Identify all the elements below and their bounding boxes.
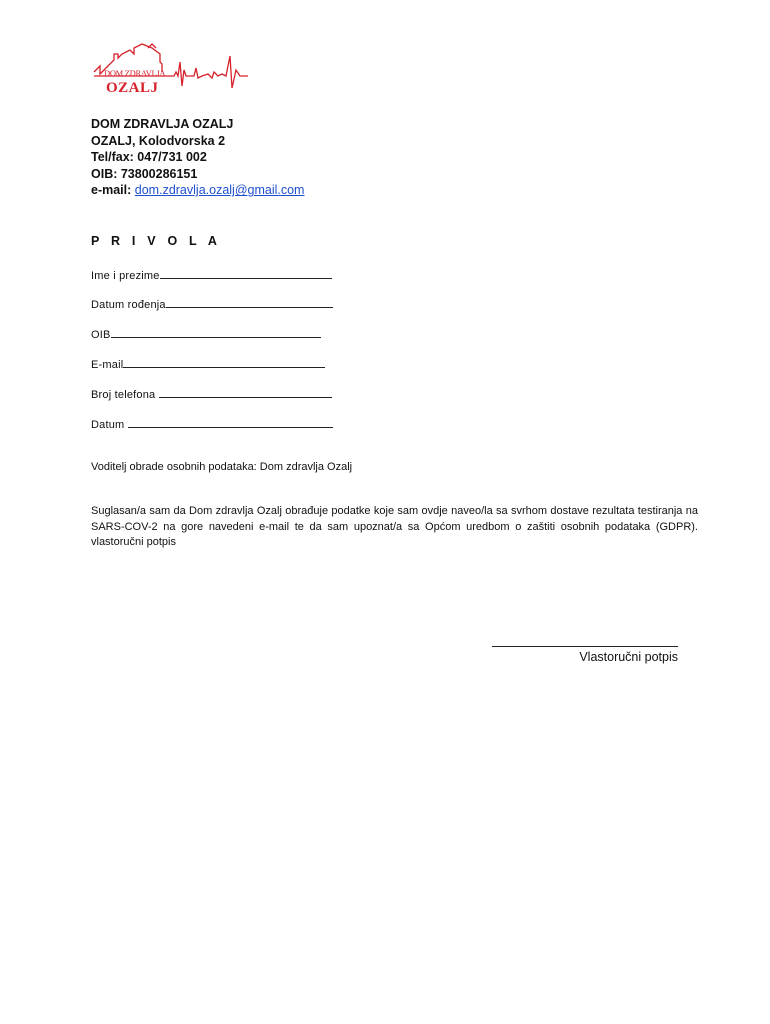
field-blank-line[interactable]: [160, 268, 332, 279]
field-oib: [91, 327, 321, 341]
field-birth-date: [91, 297, 333, 311]
field-full-name: [91, 268, 332, 282]
document-title: P R I V O L A: [91, 234, 222, 248]
field-label: E-mail: [91, 359, 124, 371]
org-email-row: [91, 182, 304, 199]
field-blank-line[interactable]: [159, 387, 332, 398]
org-telfax: Tel/fax: 047/731 002: [91, 150, 207, 165]
field-blank-line[interactable]: [123, 357, 325, 368]
org-oib: OIB: 73800286151: [91, 166, 198, 181]
field-label: Datum rođenja: [91, 299, 166, 311]
letterhead: [91, 116, 304, 199]
consent-paragraph: Suglasan/a sam da Dom zdravlja Ozalj obrađuje podatke koje sam ovdje naveo/la sa svrhom dostave rezultata testiranja na SARS-COV-2 na gore navedeni e-mail te da sam upoznat/a sa Općom uredbom o zaštiti osobnih podataka (GDPR). vlastoručni potpis: [91, 505, 698, 548]
email-link[interactable]: dom.zdravlja.ozalj@gmail.com: [134, 183, 305, 198]
field-date: [91, 417, 333, 431]
logo-line-big: OZALJ: [106, 80, 159, 96]
logo-line-small: DOM ZDRAVLJA: [104, 68, 166, 78]
field-label: OIB: [91, 329, 111, 341]
signature-line[interactable]: [492, 646, 678, 647]
data-controller-statement: Voditelj obrade osobnih podataka: Dom zdravlja Ozalj: [91, 461, 353, 473]
field-label: Broj telefona: [91, 389, 159, 401]
field-blank-line[interactable]: [128, 417, 333, 428]
field-phone: [91, 387, 332, 401]
field-blank-line[interactable]: [166, 297, 333, 308]
signature-label: Vlastoručni potpis: [579, 650, 678, 664]
logo: [90, 40, 250, 104]
field-label: Datum: [91, 419, 128, 431]
field-email: [91, 357, 325, 371]
org-name: DOM ZDRAVLJA OZALJ: [91, 117, 234, 131]
field-blank-line[interactable]: [111, 327, 321, 338]
org-address: OZALJ, Kolodvorska 2: [91, 133, 226, 148]
email-label: e-mail:: [91, 183, 132, 198]
field-label: Ime i prezime: [91, 270, 160, 282]
